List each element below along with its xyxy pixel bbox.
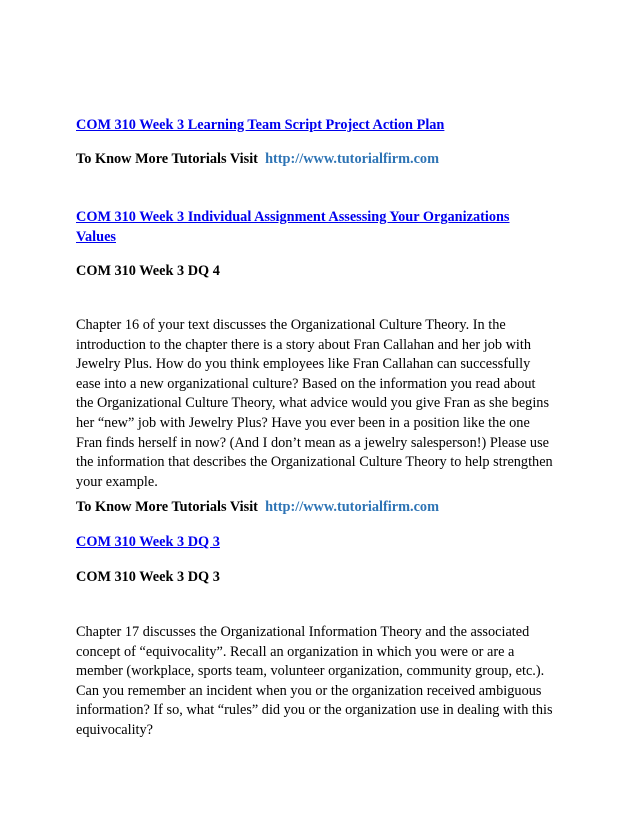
link-learning-team-script-text[interactable]: COM 310 Week 3 Learning Team Script Project Action Plan xyxy=(76,117,445,133)
heading-dq3: COM 310 Week 3 DQ 3 xyxy=(76,569,220,585)
link-learning-team-script[interactable] xyxy=(76,116,444,135)
paragraph-dq3-line: concept of “equivocality”. Recall an organization in which you were or are a xyxy=(76,643,515,660)
paragraph-dq3 xyxy=(76,623,576,741)
paragraph-dq3-line: member (workplace, sports team, volunteer organization, community group, etc.). xyxy=(76,663,545,680)
paragraph-dq4-line: introduction to the chapter there is a story about Fran Callahan and her job with xyxy=(76,336,531,353)
paragraph-dq3-line: equivocality? xyxy=(76,721,154,738)
visit-line-1 xyxy=(76,150,439,169)
paragraph-dq4 xyxy=(76,316,576,492)
link-individual-assignment-text-1[interactable]: COM 310 Week 3 Individual Assignment Assessing Your Organizations xyxy=(76,209,510,225)
link-dq3[interactable] xyxy=(76,533,220,552)
heading-dq4: COM 310 Week 3 DQ 4 xyxy=(76,263,220,279)
link-individual-assignment-line2[interactable] xyxy=(76,228,116,247)
paragraph-dq4-line: Jewelry Plus. How do you think employees like Fran Callahan can successfully xyxy=(76,356,531,373)
paragraph-dq4-line: the Organizational Culture Theory, what advice would you give Fran as she begins xyxy=(76,395,550,412)
link-individual-assignment-line1[interactable] xyxy=(76,208,510,227)
visit-line-2 xyxy=(76,498,439,517)
paragraph-dq4-line: the information that describes the Organizational Culture Theory to help strengthen xyxy=(76,454,553,471)
visit-url-2[interactable]: http://www.tutorialfirm.com xyxy=(265,499,439,515)
paragraph-dq4-line: her “new” job with Jewelry Plus? Have you ever been in a position like the one xyxy=(76,414,530,431)
paragraph-dq4-line: ease into a new organizational culture? Based on the information you read about xyxy=(76,375,536,392)
visit-url-1[interactable]: http://www.tutorialfirm.com xyxy=(265,151,439,167)
visit-label-2: To Know More Tutorials Visit xyxy=(76,499,258,515)
paragraph-dq4-line: Fran finds herself in now? (And I don’t mean as a jewelry salesperson!) Please use xyxy=(76,434,549,451)
paragraph-dq3-line: Chapter 17 discusses the Organizational Information Theory and the associated xyxy=(76,624,530,640)
visit-label-1: To Know More Tutorials Visit xyxy=(76,151,258,167)
paragraph-dq3-line: Can you remember an incident when you or the organization received ambiguous xyxy=(76,682,542,699)
link-individual-assignment-text-2[interactable]: Values xyxy=(76,229,116,245)
paragraph-dq3-line: information? If so, what “rules” did you or the organization use in dealing with this xyxy=(76,702,553,719)
link-dq3-text[interactable]: COM 310 Week 3 DQ 3 xyxy=(76,534,220,550)
paragraph-dq4-line: your example. xyxy=(76,473,158,490)
paragraph-dq4-line: Chapter 16 of your text discusses the Organizational Culture Theory. In the xyxy=(76,317,506,333)
